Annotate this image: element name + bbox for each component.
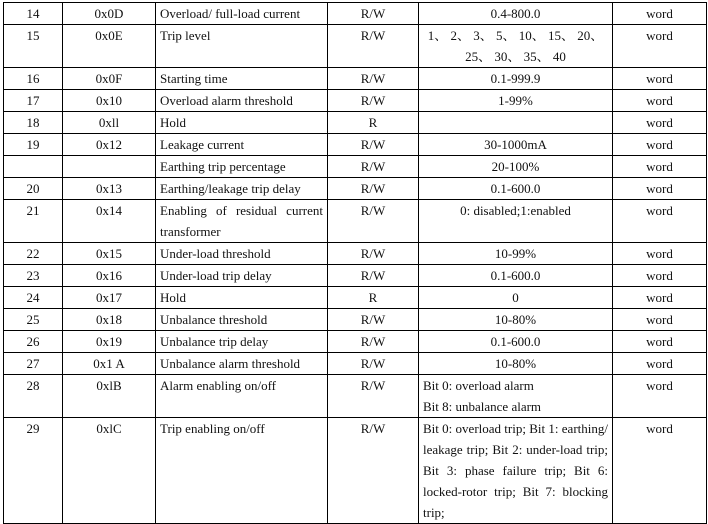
access-mode-cell: R	[328, 287, 419, 309]
access-mode-cell: R/W	[328, 90, 419, 112]
value-range-cell: Bit 0: overload trip; Bit 1: earthing/ leakage trip; Bit 2: under-load trip; Bit 3: phase failure trip; Bit 6: locked-rotor trip; Bit 7: blocking trip;	[419, 418, 613, 524]
data-type-cell: word	[613, 25, 707, 68]
value-range-cell: 10-99%	[419, 243, 613, 265]
register-address-cell: 0xlC	[63, 418, 156, 524]
value-range-cell: 1-99%	[419, 90, 613, 112]
data-type-cell: word	[613, 90, 707, 112]
value-range-cell: 0.1-600.0	[419, 265, 613, 287]
row-number-cell: 14	[4, 3, 63, 25]
data-type-cell: word	[613, 68, 707, 90]
access-mode-cell: R/W	[328, 25, 419, 68]
parameter-name-cell: Trip enabling on/off	[156, 418, 328, 524]
access-mode-cell: R/W	[328, 134, 419, 156]
row-number-cell: 29	[4, 418, 63, 524]
register-address-cell: 0x10	[63, 90, 156, 112]
register-address-cell	[63, 156, 156, 178]
register-address-cell: 0x18	[63, 309, 156, 331]
row-number-cell: 23	[4, 265, 63, 287]
register-table-body	[4, 3, 707, 524]
access-mode-cell: R/W	[328, 265, 419, 287]
access-mode-cell: R/W	[328, 200, 419, 243]
row-number-cell: 15	[4, 25, 63, 68]
row-number-cell	[4, 156, 63, 178]
register-address-cell: 0x0E	[63, 25, 156, 68]
register-address-cell: 0x12	[63, 134, 156, 156]
table-row	[4, 418, 707, 524]
table-row	[4, 243, 707, 265]
row-number-cell: 26	[4, 331, 63, 353]
access-mode-cell: R/W	[328, 375, 419, 418]
access-mode-cell: R/W	[328, 68, 419, 90]
register-address-cell: 0x15	[63, 243, 156, 265]
row-number-cell: 25	[4, 309, 63, 331]
access-mode-cell: R/W	[328, 178, 419, 200]
data-type-cell: word	[613, 418, 707, 524]
value-range-cell: 0.1-999.9	[419, 68, 613, 90]
row-number-cell: 19	[4, 134, 63, 156]
access-mode-cell: R/W	[328, 3, 419, 25]
access-mode-cell: R/W	[328, 331, 419, 353]
access-mode-cell: R/W	[328, 418, 419, 524]
value-range-cell: 10-80%	[419, 353, 613, 375]
table-row	[4, 112, 707, 134]
data-type-cell: word	[613, 331, 707, 353]
parameter-name-cell: Alarm enabling on/off	[156, 375, 328, 418]
register-address-cell: 0x19	[63, 331, 156, 353]
table-row	[4, 134, 707, 156]
parameter-name-cell: Hold	[156, 287, 328, 309]
parameter-name-cell: Under-load threshold	[156, 243, 328, 265]
row-number-cell: 22	[4, 243, 63, 265]
value-range-cell: 0.1-600.0	[419, 178, 613, 200]
register-address-cell: 0x14	[63, 200, 156, 243]
parameter-name-cell: Earthing trip percentage	[156, 156, 328, 178]
row-number-cell: 17	[4, 90, 63, 112]
table-row	[4, 178, 707, 200]
parameter-name-cell: Enabling of residual current transformer	[156, 200, 328, 243]
parameter-name-cell: Unbalance alarm threshold	[156, 353, 328, 375]
parameter-name-cell: Earthing/leakage trip delay	[156, 178, 328, 200]
table-row	[4, 200, 707, 243]
access-mode-cell: R/W	[328, 353, 419, 375]
row-number-cell: 21	[4, 200, 63, 243]
parameter-name-cell: Hold	[156, 112, 328, 134]
row-number-cell: 27	[4, 353, 63, 375]
value-range-cell	[419, 112, 613, 134]
data-type-cell: word	[613, 243, 707, 265]
data-type-cell: word	[613, 178, 707, 200]
data-type-cell: word	[613, 200, 707, 243]
access-mode-cell: R/W	[328, 156, 419, 178]
value-range-cell: 20-100%	[419, 156, 613, 178]
data-type-cell: word	[613, 156, 707, 178]
register-address-cell: 0x17	[63, 287, 156, 309]
table-row	[4, 90, 707, 112]
value-range-cell: 30-1000mA	[419, 134, 613, 156]
register-address-cell: 0x0F	[63, 68, 156, 90]
parameter-name-cell: Unbalance trip delay	[156, 331, 328, 353]
data-type-cell: word	[613, 112, 707, 134]
value-range-cell: 0: disabled;1:enabled	[419, 200, 613, 243]
register-address-cell: 0xll	[63, 112, 156, 134]
register-table	[3, 2, 707, 524]
register-address-cell: 0x16	[63, 265, 156, 287]
parameter-name-cell: Trip level	[156, 25, 328, 68]
value-range-cell: 10-80%	[419, 309, 613, 331]
row-number-cell: 18	[4, 112, 63, 134]
value-range-cell: 0.1-600.0	[419, 331, 613, 353]
data-type-cell: word	[613, 265, 707, 287]
row-number-cell: 20	[4, 178, 63, 200]
value-range-cell: Bit 0: overload alarm Bit 8: unbalance alarm	[419, 375, 613, 418]
table-row	[4, 353, 707, 375]
table-row	[4, 375, 707, 418]
table-row	[4, 68, 707, 90]
data-type-cell: word	[613, 134, 707, 156]
data-type-cell: word	[613, 375, 707, 418]
table-row	[4, 265, 707, 287]
parameter-name-cell: Overload alarm threshold	[156, 90, 328, 112]
register-address-cell: 0x13	[63, 178, 156, 200]
table-row	[4, 25, 707, 68]
data-type-cell: word	[613, 3, 707, 25]
value-range-cell: 0	[419, 287, 613, 309]
table-row	[4, 3, 707, 25]
row-number-cell: 24	[4, 287, 63, 309]
parameter-name-cell: Leakage current	[156, 134, 328, 156]
table-row	[4, 156, 707, 178]
table-row	[4, 331, 707, 353]
register-address-cell: 0x1 A	[63, 353, 156, 375]
table-row	[4, 287, 707, 309]
value-range-cell: 1、 2、 3、 5、 10、 15、 20、 25、 30、 35、 40	[419, 25, 613, 68]
table-row	[4, 309, 707, 331]
value-range-cell: 0.4-800.0	[419, 3, 613, 25]
row-number-cell: 16	[4, 68, 63, 90]
data-type-cell: word	[613, 309, 707, 331]
register-address-cell: 0xlB	[63, 375, 156, 418]
parameter-name-cell: Under-load trip delay	[156, 265, 328, 287]
access-mode-cell: R/W	[328, 243, 419, 265]
access-mode-cell: R/W	[328, 309, 419, 331]
row-number-cell: 28	[4, 375, 63, 418]
access-mode-cell: R	[328, 112, 419, 134]
parameter-name-cell: Unbalance threshold	[156, 309, 328, 331]
data-type-cell: word	[613, 353, 707, 375]
parameter-name-cell: Starting time	[156, 68, 328, 90]
data-type-cell: word	[613, 287, 707, 309]
parameter-name-cell: Overload/ full-load current	[156, 3, 328, 25]
register-address-cell: 0x0D	[63, 3, 156, 25]
